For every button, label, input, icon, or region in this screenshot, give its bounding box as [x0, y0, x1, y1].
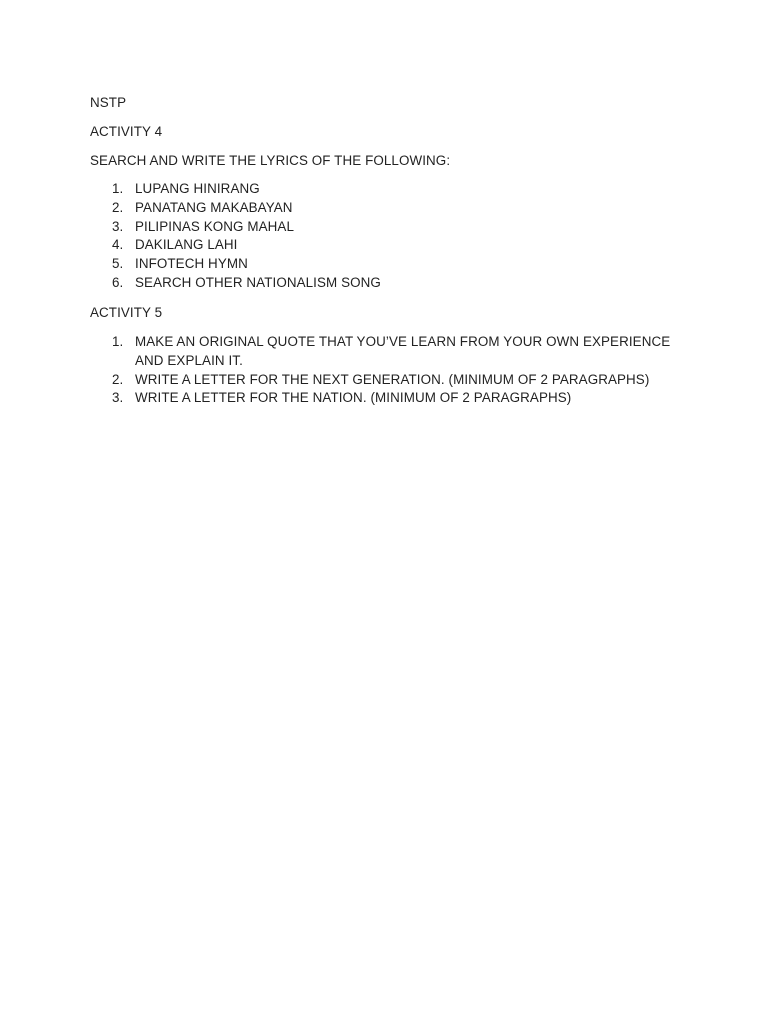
- list-item-number: 2.: [112, 199, 124, 215]
- list-item-text: PILIPINAS KONG MAHAL: [135, 218, 295, 234]
- activity-4-heading: ACTIVITY 4: [90, 124, 163, 139]
- list-item: [90, 255, 381, 274]
- list-item: [90, 389, 675, 408]
- list-item-text: DAKILANG LAHI: [135, 237, 238, 253]
- list-item-number: 6.: [112, 274, 124, 290]
- list-item-number: 2.: [112, 371, 124, 387]
- list-item: [90, 274, 381, 293]
- activity-5-list: [90, 333, 675, 408]
- list-item-number: 3.: [112, 218, 124, 234]
- list-item-number: 1.: [112, 334, 124, 349]
- list-item-text: WRITE A LETTER FOR THE NATION. (MINIMUM OF 2 PARAGRAPHS): [135, 390, 572, 406]
- list-item-text: INFOTECH HYMN: [135, 256, 248, 272]
- list-item: [90, 333, 675, 371]
- list-item-number: 3.: [112, 390, 124, 406]
- list-item-text: WRITE A LETTER FOR THE NEXT GENERATION. (MINIMUM OF 2 PARAGRAPHS): [135, 371, 650, 387]
- list-item-text: SEARCH OTHER NATIONALISM SONG: [135, 274, 381, 290]
- list-item: [90, 371, 675, 390]
- activity-4-list: [90, 180, 381, 293]
- list-item-text: PANATANG MAKABAYAN: [135, 199, 293, 215]
- list-item: [90, 180, 381, 199]
- list-item-number: 1.: [112, 181, 124, 196]
- list-item-number: 4.: [112, 237, 124, 253]
- list-item-number: 5.: [112, 256, 124, 272]
- course-title: NSTP: [90, 95, 127, 110]
- activity-4-instruction: SEARCH AND WRITE THE LYRICS OF THE FOLLOWING:: [90, 153, 451, 168]
- list-item: [90, 218, 381, 237]
- list-item-line: AND EXPLAIN IT.: [135, 352, 243, 368]
- list-item-text: [135, 333, 675, 371]
- activity-5-heading: ACTIVITY 5: [90, 305, 163, 320]
- list-item-line: MAKE AN ORIGINAL QUOTE THAT YOU’VE LEARN FROM YOUR OWN EXPERIENCE: [135, 334, 671, 349]
- list-item: [90, 236, 381, 255]
- list-item: [90, 199, 381, 218]
- list-item-text: LUPANG HINIRANG: [135, 181, 260, 196]
